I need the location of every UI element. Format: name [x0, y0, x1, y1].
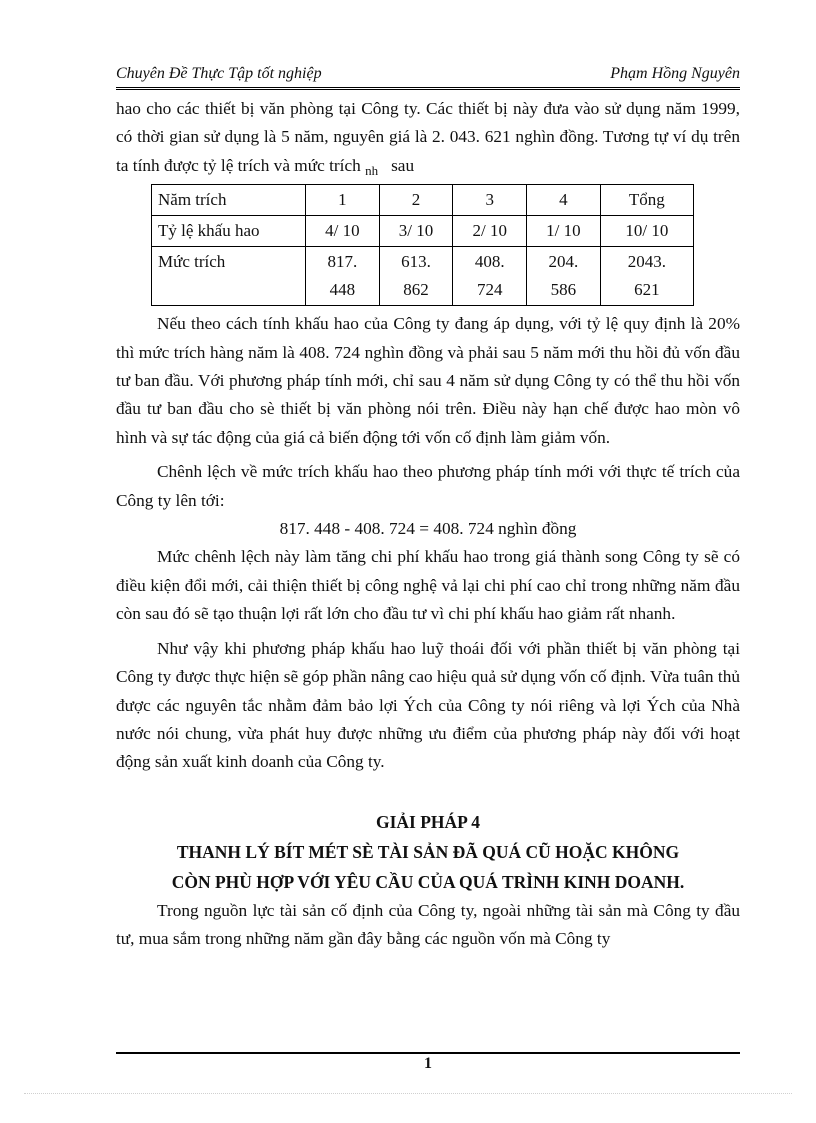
table-row-rate: [152, 216, 694, 247]
table-header-cell: 2: [379, 185, 453, 216]
amount-bottom: 586: [550, 280, 577, 300]
table-cell: Tỷ lệ khấu hao: [152, 216, 306, 247]
intro-paragraph: [116, 95, 740, 181]
amount-top: 408.: [474, 252, 505, 272]
table-cell: 3/ 10: [379, 216, 453, 247]
table-cell: [600, 247, 693, 306]
table-header-cell: 4: [527, 185, 601, 216]
amount-top: 2043.: [627, 252, 666, 272]
section-subtitle-line-2: CÒN PHÙ HỢP VỚI YÊU CẦU CỦA QUÁ TRÌNH KINH DOANH.: [171, 871, 685, 892]
table-header-cell: 3: [453, 185, 527, 216]
section-subtitle-line-1: THANH LÝ BÍT MÉT SÈ TÀI SẢN ĐÃ QUÁ CŨ HOẶC KHÔNG: [176, 841, 680, 862]
table-cell: 4/ 10: [306, 216, 380, 247]
page-bottom-border: [24, 1093, 792, 1094]
table-header-row: [152, 185, 694, 216]
paragraph-conclusion: Như vậy khi phương pháp khấu hao luỹ thoái đối với phần thiết bị văn phòng tại Công ty được thực hiện sẽ góp phần nâng cao hiệu quả sử dụng vốn cố định. Vừa tuân thủ được các nguyên tắc nhằm đảm bảo lợi Ých của Công ty nói riêng và lợi Ých của Nhà nước nói chung, vừa phát huy được những ưu điểm của phương pháp này đối với hoạt động sản xuất kinh doanh của Công ty.: [116, 638, 740, 772]
table-header-cell: Tổng: [600, 185, 693, 216]
intro-text: hao cho các thiết bị văn phòng tại Công ty. Các thiết bị này đưa vào sử dụng năm 1999, có thời gian sử dụng là 5 năm, nguyên giá là 2. 043. 621 nghìn đồng. Tương tự ví dụ trên ta tính được tỷ lệ trích và mức trích: [116, 99, 740, 175]
amount-top: 204.: [548, 252, 579, 272]
paragraph-difference: Chênh lệch về mức trích khấu hao theo phương pháp tính mới với thực tế trích của Công ty lên tới:: [116, 462, 740, 510]
difference-formula: 817. 448 - 408. 724 = 408. 724 nghìn đồng: [279, 519, 577, 539]
paragraph-current-method: Nếu theo cách tính khấu hao của Công ty đang áp dụng, với tỷ lệ quy định là 20% thì mức trích hàng năm là 408. 724 nghìn đồng và phải sau 5 năm mới thu hồi đủ vốn đầu tư ban đầu. Với phương pháp tính mới, chỉ sau 4 năm sử dụng Công ty có thể thu hồi vốn đầu tư ban đầu cho sè thiết bị văn phòng nói trên. Điều này hạn chế được hao mòn vô hình và sự tác động của giá cả biến động tới vốn cố định làm giảm vốn.: [116, 314, 740, 447]
intro-nh-fragment: nh: [365, 162, 379, 178]
table-cell: Mức trích: [152, 247, 306, 306]
amount-bottom: 448: [329, 280, 356, 300]
header-document-title: Chuyên Đề Thực Tập tốt nghiệp: [116, 65, 322, 82]
depreciation-table: [151, 184, 694, 306]
paragraph-cost-increase: Mức chênh lệch này làm tăng chi phí khấu hao trong giá thành song Công ty sẽ có điều kiện đổi mới, cải thiện thiết bị công nghệ vả lại chi phí cao chỉ trong những năm đầu còn sau đó sẽ tạo thuận lợi rất lớn cho đầu tư vì chi phí khấu hao giảm rất nhanh.: [116, 547, 740, 624]
paragraph-asset-sources: Trong nguồn lực tài sản cố định của Công ty, ngoài những tài sản mà Công ty đầu tư, mua sắm trong những năm gần đây bằng các nguồn vốn mà Công ty: [116, 900, 740, 949]
page-header: [116, 64, 740, 86]
table-cell: [306, 247, 380, 306]
header-divider: [116, 87, 740, 90]
table-header-cell: 1: [306, 185, 380, 216]
table-cell: 10/ 10: [600, 216, 693, 247]
page-body: [116, 95, 740, 954]
amount-bottom: 621: [634, 280, 660, 300]
page-number: 1: [424, 1055, 432, 1072]
table-cell: [453, 247, 527, 306]
amount-top: 613.: [401, 252, 431, 272]
intro-tail: sau: [391, 155, 415, 175]
table-cell: [527, 247, 601, 306]
amount-top: 817.: [327, 252, 358, 272]
table-cell: 2/ 10: [453, 216, 527, 247]
table-header-cell: Năm trích: [152, 185, 306, 216]
table-cell: 1/ 10: [527, 216, 601, 247]
header-author-name: Phạm Hồng Nguyên: [610, 65, 740, 82]
table-cell: [379, 247, 453, 306]
section-title: GIẢI PHÁP 4: [375, 811, 481, 832]
table-row-amount: [152, 247, 694, 306]
amount-bottom: 862: [403, 280, 429, 300]
amount-bottom: 724: [476, 280, 503, 300]
